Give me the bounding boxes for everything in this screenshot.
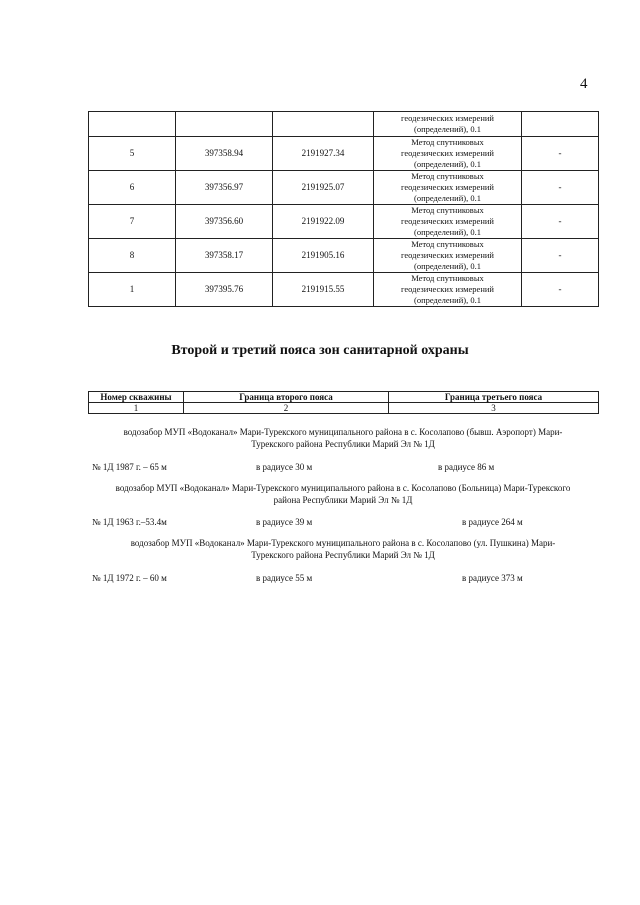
method-line: (определений), 0.1: [413, 227, 481, 237]
table-row: [89, 205, 599, 239]
intake-title: [88, 426, 598, 450]
intake-title: [88, 537, 598, 561]
method-line: геодезических измерений: [401, 250, 494, 260]
well-id: № 1Д 1963 г.–53.4м: [92, 517, 167, 527]
column-header: Граница второго пояса: [184, 392, 389, 403]
method-line: Метод спутниковых: [411, 239, 484, 249]
intake-title-line: Турекского района Республики Марий Эл № 1Д: [251, 439, 435, 449]
intake-title-line: района Республики Марий Эл № 1Д: [273, 495, 413, 505]
note-cell: -: [522, 239, 599, 273]
zones-table-header: [88, 391, 599, 414]
table-cell: [89, 112, 176, 137]
zone3-radius: в радиусе 373 м: [462, 573, 523, 583]
section-title: Второй и третий пояса зон санитарной охраны: [171, 343, 469, 358]
column-header: Номер скважины: [89, 392, 184, 403]
coord-y: 2191922.09: [273, 205, 374, 239]
coord-y: 2191905.16: [273, 239, 374, 273]
zone2-radius: в радиусе 39 м: [256, 517, 313, 527]
note-cell: -: [522, 273, 599, 307]
table-row: [89, 239, 599, 273]
note-cell: -: [522, 205, 599, 239]
method-line: (определений), 0.1: [413, 159, 481, 169]
table-row: [89, 392, 599, 403]
zone3-radius: в радиусе 264 м: [462, 517, 523, 527]
method-line: (определений), 0.1: [413, 193, 481, 203]
table-row: [89, 137, 599, 171]
coord-y: 2191915.55: [273, 273, 374, 307]
intake-title-line: Турекского района Республики Марий Эл № 1Д: [251, 550, 435, 560]
zone2-radius: в радиусе 30 м: [256, 462, 313, 472]
intake-title-line: водозабор МУП «Водоканал» Мари-Турекского муниципального района в с. Косолапово (бывш. Аэропорт) Мари-: [123, 427, 563, 437]
method-line: геодезических измерений: [401, 284, 494, 294]
method-line: (определений), 0.1: [413, 124, 481, 134]
point-number: 7: [89, 205, 176, 239]
method-cell: [374, 112, 522, 137]
method-cell: [374, 273, 522, 307]
note-cell: -: [522, 171, 599, 205]
table-row: [89, 171, 599, 205]
coord-x: 397358.94: [176, 137, 273, 171]
column-number: 3: [389, 403, 599, 414]
method-line: геодезических измерений: [401, 216, 494, 226]
table-row: [89, 112, 599, 137]
method-line: Метод спутниковых: [411, 273, 484, 283]
column-header: Граница третьего пояса: [389, 392, 599, 403]
coordinates-table: [88, 111, 599, 307]
zone2-radius: в радиусе 55 м: [256, 573, 313, 583]
column-number: 2: [184, 403, 389, 414]
method-cell: [374, 171, 522, 205]
intake-title: [88, 482, 598, 506]
table-row: [89, 403, 599, 414]
well-id: № 1Д 1987 г. – 65 м: [92, 462, 167, 472]
method-line: (определений), 0.1: [413, 295, 481, 305]
method-cell: [374, 137, 522, 171]
method-cell: [374, 205, 522, 239]
coord-x: 397395.76: [176, 273, 273, 307]
intake-title-line: водозабор МУП «Водоканал» Мари-Турекского муниципального района в с. Косолапово (ул. Пушкина) Мари-: [130, 538, 556, 548]
method-line: геодезических измерений: [401, 148, 494, 158]
page-number: 4: [580, 76, 588, 92]
table-cell: [522, 112, 599, 137]
coord-x: 397356.97: [176, 171, 273, 205]
table-cell: [176, 112, 273, 137]
method-line: геодезических измерений: [401, 182, 494, 192]
column-number: 1: [89, 403, 184, 414]
point-number: 5: [89, 137, 176, 171]
method-line: геодезических измерений: [401, 113, 494, 123]
coord-y: 2191925.07: [273, 171, 374, 205]
coord-x: 397356.60: [176, 205, 273, 239]
method-line: Метод спутниковых: [411, 137, 484, 147]
coord-x: 397358.17: [176, 239, 273, 273]
point-number: 8: [89, 239, 176, 273]
well-row: [92, 572, 598, 584]
well-row: [92, 461, 598, 473]
method-line: Метод спутниковых: [411, 205, 484, 215]
table-row: [89, 273, 599, 307]
intake-title-line: водозабор МУП «Водоканал» Мари-Турекского муниципального района в с. Косолапово (Больница) Мари-Турекского: [115, 483, 571, 493]
note-cell: -: [522, 137, 599, 171]
method-cell: [374, 239, 522, 273]
well-row: [92, 516, 598, 528]
zone3-radius: в радиусе 86 м: [438, 462, 495, 472]
point-number: 1: [89, 273, 176, 307]
well-id: № 1Д 1972 г. – 60 м: [92, 573, 167, 583]
table-cell: [273, 112, 374, 137]
method-line: Метод спутниковых: [411, 171, 484, 181]
point-number: 6: [89, 171, 176, 205]
method-line: (определений), 0.1: [413, 261, 481, 271]
coord-y: 2191927.34: [273, 137, 374, 171]
